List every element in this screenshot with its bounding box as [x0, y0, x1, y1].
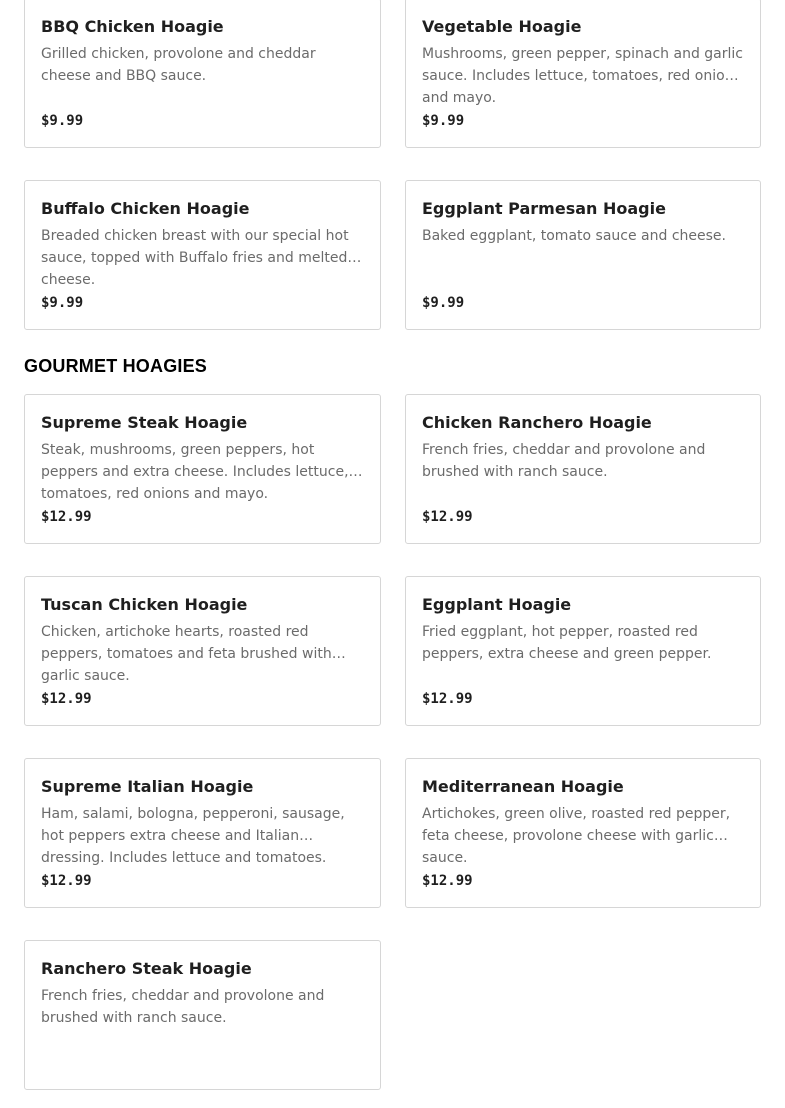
menu-item-title: Chicken Ranchero Hoagie [422, 413, 652, 432]
menu-item-title: Tuscan Chicken Hoagie [41, 595, 248, 614]
menu-item-title: Supreme Italian Hoagie [41, 777, 254, 796]
menu-item-description: Mushrooms, green pepper, spinach and garlic sauce. Includes lettuce, tomatoes, red onions and mayo. [422, 46, 743, 106]
menu-item-title: BBQ Chicken Hoagie [41, 17, 224, 36]
menu-item-card[interactable] [24, 180, 381, 330]
menu-grid-gourmet [24, 394, 785, 1090]
menu-item-description: Fried eggplant, hot pepper, roasted red peppers, extra cheese and green pepper. [422, 624, 712, 662]
menu-item-description: Ham, salami, bologna, pepperoni, sausage, hot peppers extra cheese and Italian dressing. Includes lettuce and tomatoes. [41, 806, 345, 866]
section-heading-gourmet-hoagies: GOURMET HOAGIES [24, 356, 208, 376]
menu-item-price: $12.99 [422, 509, 473, 525]
menu-item-card[interactable] [24, 0, 381, 148]
menu-item-description: French fries, cheddar and provolone and brushed with ranch sauce. [41, 988, 325, 1026]
menu-item-title: Mediterranean Hoagie [422, 777, 624, 796]
menu-item-card[interactable] [405, 180, 761, 330]
menu-item-price: $12.99 [422, 873, 473, 889]
menu-item-description: Breaded chicken breast with our special hot sauce, topped with Buffalo fries and melted cheese. [41, 228, 349, 288]
menu-item-title: Eggplant Parmesan Hoagie [422, 199, 666, 218]
menu-item-description: Chicken, artichoke hearts, roasted red peppers, tomatoes and feta brushed with garlic sauce. [41, 624, 332, 684]
menu-item-price: $12.99 [41, 509, 92, 525]
menu-item-price: $9.99 [41, 295, 84, 311]
menu-item-price: $12.99 [41, 691, 92, 707]
menu-grid-top [24, 0, 785, 330]
menu-item-title: Eggplant Hoagie [422, 595, 572, 614]
menu-item-title: Buffalo Chicken Hoagie [41, 199, 250, 218]
menu-item-title: Supreme Steak Hoagie [41, 413, 248, 432]
menu-item-description: Artichokes, green olive, roasted red pepper, feta cheese, provolone cheese with garlic sauce. [422, 806, 731, 866]
menu-item-description: Steak, mushrooms, green peppers, hot peppers and extra cheese. Includes lettuce, tomatoes, red onions and mayo. [41, 442, 349, 502]
menu-item-price: $9.99 [41, 113, 84, 129]
menu-item-card[interactable] [405, 394, 761, 544]
menu-item-title: Vegetable Hoagie [422, 17, 582, 36]
menu-item-price: $9.99 [422, 295, 465, 311]
menu-item-description: Grilled chicken, provolone and cheddar cheese and BBQ sauce. [41, 46, 316, 84]
menu-item-card[interactable] [24, 394, 381, 544]
menu-item-card[interactable] [24, 758, 381, 908]
menu-item-description: Baked eggplant, tomato sauce and cheese. [422, 228, 726, 244]
menu-item-card[interactable] [24, 940, 381, 1090]
menu-item-price: $12.99 [422, 691, 473, 707]
menu-item-price: $12.99 [41, 873, 92, 889]
menu-item-description: French fries, cheddar and provolone and brushed with ranch sauce. [422, 442, 706, 480]
menu-item-price: $9.99 [422, 113, 465, 129]
empty-grid-cell [405, 940, 761, 1090]
menu-item-title: Ranchero Steak Hoagie [41, 959, 252, 978]
menu-item-card[interactable] [405, 0, 761, 148]
menu-item-card[interactable] [24, 576, 381, 726]
menu-item-card[interactable] [405, 576, 761, 726]
menu-item-card[interactable] [405, 758, 761, 908]
